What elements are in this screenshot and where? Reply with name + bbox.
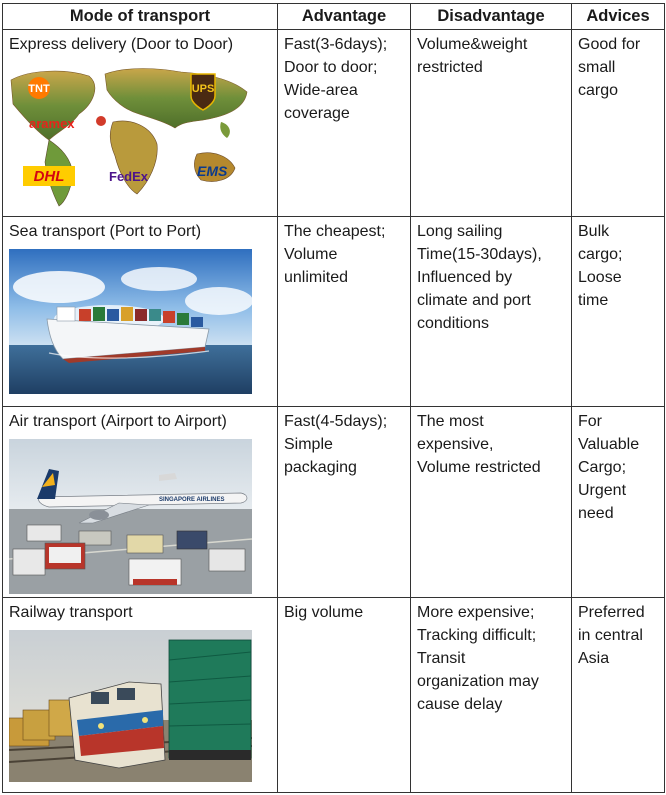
disadvantage-cell-air [411, 407, 572, 598]
aramex-logo-text: aramex [29, 116, 75, 131]
disadvantage-line: Time(15-30days), [417, 246, 542, 263]
railway-freight-train-image [9, 630, 252, 782]
disadvantage-cell-sea [411, 217, 572, 407]
disadvantage-line: conditions [417, 315, 490, 332]
advice-cell-air [572, 407, 665, 598]
sea-container-ship-image [9, 249, 252, 394]
table-row-express [3, 30, 665, 217]
ups-logo-text: UPS [191, 83, 215, 95]
advantage-cell-sea [278, 217, 411, 407]
mode-title: Express delivery (Door to Door) [9, 36, 234, 53]
disadvantage-line: Influenced by [417, 269, 513, 286]
advantage-line: Wide-area [284, 82, 358, 99]
air-cargo-plane-image [9, 439, 252, 594]
advice-line: Loose [578, 269, 622, 286]
dhl-logo-text: DHL [33, 168, 65, 185]
advice-cell-sea [572, 217, 665, 407]
advice-line: time [578, 292, 609, 309]
advantage-cell-express [278, 30, 411, 217]
mode-title: Air transport (Airport to Airport) [9, 413, 227, 430]
advice-line: small [578, 59, 616, 76]
advantage-line: Big volume [284, 604, 364, 621]
advice-line: Preferred [578, 604, 645, 621]
transport-comparison-table [2, 3, 665, 793]
advice-line: Urgent [578, 482, 627, 499]
mode-title: Railway transport [9, 604, 133, 621]
advantage-line: Fast(3-6days); [284, 36, 388, 53]
disadvantage-line: restricted [417, 59, 483, 76]
disadvantage-line: The most [417, 413, 484, 430]
mode-title: Sea transport (Port to Port) [9, 223, 202, 240]
disadvantage-line: organization may [417, 673, 539, 690]
advice-line: Asia [578, 650, 610, 667]
header-advices: Advices [572, 4, 665, 30]
mode-cell-air [3, 407, 278, 598]
advice-line: Good for [578, 36, 641, 53]
disadvantage-line: More expensive; [417, 604, 535, 621]
advantage-line: Fast(4-5days); [284, 413, 388, 430]
header-mode: Mode of transport [3, 4, 278, 30]
advantage-cell-air [278, 407, 411, 598]
disadvantage-line: Long sailing [417, 223, 503, 240]
advice-cell-express [572, 30, 665, 217]
tnt-logo-text: TNT [28, 83, 50, 95]
table-row-railway [3, 598, 665, 793]
disadvantage-cell-express [411, 30, 572, 217]
advantage-cell-railway [278, 598, 411, 793]
disadvantage-line: Tracking difficult; [417, 627, 537, 644]
advice-line: in central [578, 627, 643, 644]
header-disadvantage: Disadvantage [411, 4, 572, 30]
advantage-line: Simple [284, 436, 333, 453]
advantage-line: Volume [284, 246, 338, 263]
disadvantage-line: climate and port [417, 292, 531, 309]
advice-line: cargo; [578, 246, 623, 263]
mode-cell-express [3, 30, 278, 217]
disadvantage-cell-railway [411, 598, 572, 793]
disadvantage-line: Volume&weight [417, 36, 528, 53]
disadvantage-line: Volume restricted [417, 459, 541, 476]
advice-line: Cargo; [578, 459, 627, 476]
airline-livery-text: SINGAPORE AIRLINES [159, 497, 225, 503]
advice-cell-railway [572, 598, 665, 793]
advantage-line: Door to door; [284, 59, 378, 76]
fedex-logo-text: FedEx [109, 169, 149, 184]
advice-line: Valuable [578, 436, 640, 453]
advice-line: cargo [578, 82, 619, 99]
header-advantage: Advantage [278, 4, 411, 30]
advice-line: Bulk [578, 223, 610, 240]
advantage-line: The cheapest; [284, 223, 386, 240]
advantage-line: coverage [284, 105, 350, 122]
mode-cell-sea [3, 217, 278, 407]
ems-logo-text: EMS [197, 163, 228, 179]
table-row-sea [3, 217, 665, 407]
header-row [3, 4, 665, 30]
mode-cell-railway [3, 598, 278, 793]
disadvantage-line: cause delay [417, 696, 503, 713]
advice-line: For [578, 413, 602, 430]
disadvantage-line: expensive, [417, 436, 494, 453]
disadvantage-line: Transit [417, 650, 466, 667]
express-world-map-image [9, 62, 252, 207]
advice-line: need [578, 505, 614, 522]
table-row-air [3, 407, 665, 598]
advantage-line: packaging [284, 459, 357, 476]
advantage-line: unlimited [284, 269, 349, 286]
